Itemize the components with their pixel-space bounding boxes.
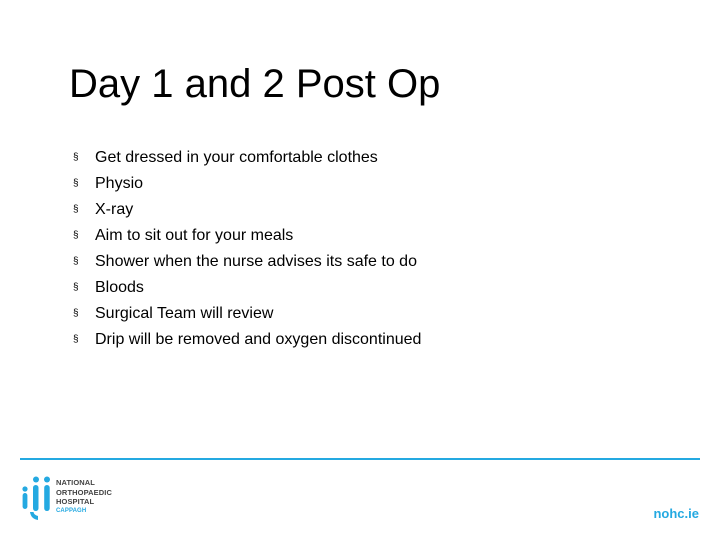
list-item — [73, 275, 421, 301]
bullet-text: Aim to sit out for your meals — [95, 227, 294, 244]
bullet-marker: § — [73, 256, 79, 267]
footer-divider — [20, 458, 700, 460]
bullet-text: X-ray — [95, 201, 134, 218]
people-logo-icon — [21, 476, 51, 522]
list-item — [73, 223, 421, 249]
website-link[interactable]: nohc.ie — [653, 506, 699, 521]
list-item — [73, 301, 421, 327]
bullet-marker: § — [73, 230, 79, 241]
logo-line: CAPPAGH — [56, 507, 87, 514]
logo-line: NATIONAL — [56, 478, 95, 487]
bullet-list — [73, 145, 421, 353]
bullet-marker: § — [73, 152, 79, 163]
list-item — [73, 249, 421, 275]
bullet-marker: § — [73, 178, 79, 189]
list-item — [73, 327, 421, 353]
bullet-text: Get dressed in your comfortable clothes — [95, 149, 378, 166]
bullet-text: Shower when the nurse advises its safe to do — [95, 253, 417, 270]
slide-title: Day 1 and 2 Post Op — [69, 62, 441, 106]
logo-wordmark — [56, 478, 112, 516]
bullet-text: Surgical Team will review — [95, 305, 274, 322]
bullet-text: Bloods — [95, 279, 144, 296]
bullet-marker: § — [73, 334, 79, 345]
list-item — [73, 197, 421, 223]
list-item — [73, 171, 421, 197]
hospital-logo — [21, 476, 181, 524]
bullet-marker: § — [73, 308, 79, 319]
list-item — [73, 145, 421, 171]
logo-line: HOSPITAL — [56, 497, 95, 506]
bullet-text: Physio — [95, 175, 144, 192]
bullet-marker: § — [73, 282, 79, 293]
logo-line: ORTHOPAEDIC — [56, 487, 112, 497]
bullet-marker: § — [73, 204, 79, 215]
bullet-text: Drip will be removed and oxygen discontinued — [95, 331, 422, 348]
